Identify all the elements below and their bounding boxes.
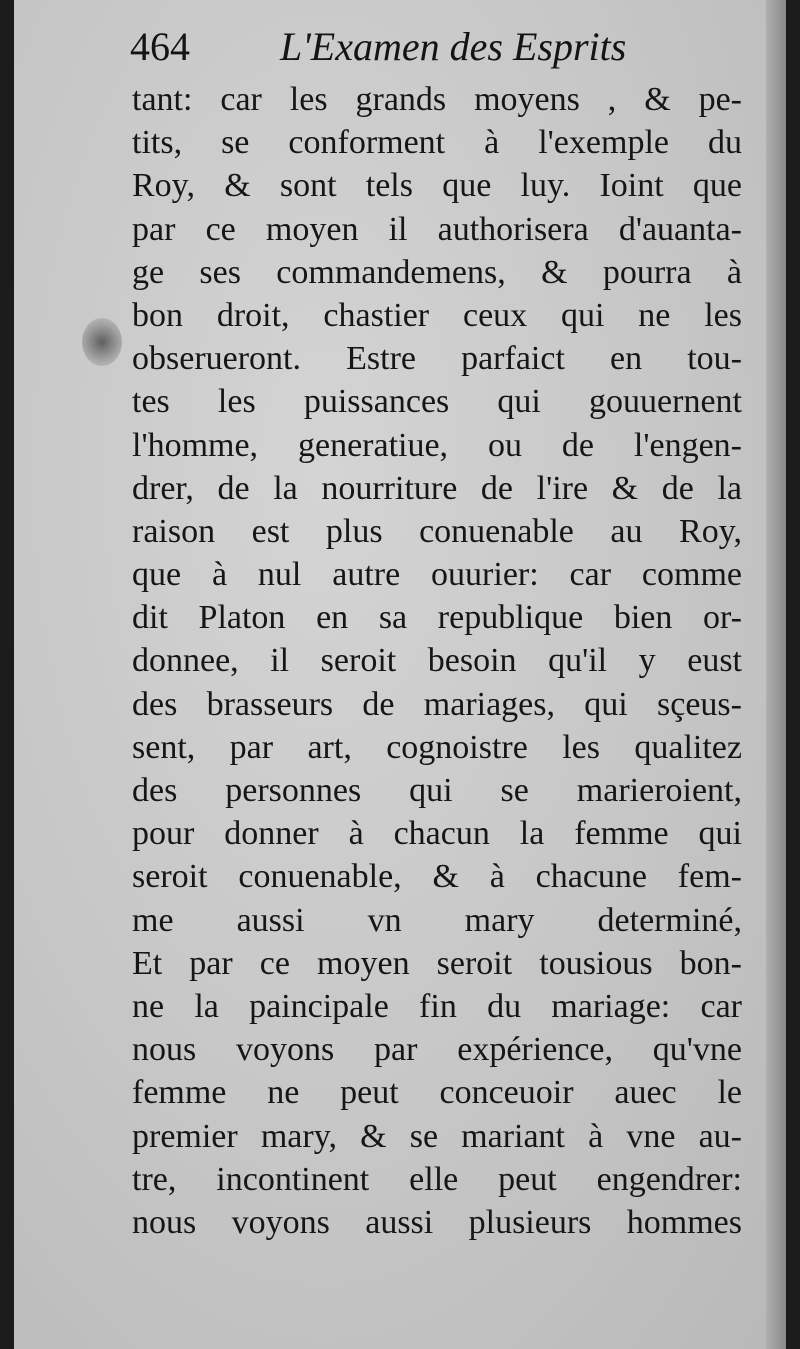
text-line: tant: car les grands moyens , & pe-: [132, 81, 742, 118]
text-line: bon droit, chastier ceux qui ne les: [132, 296, 742, 334]
text-line: sent, par art, cognoistre les qualitez: [132, 728, 742, 766]
text-line: obserueront. Estre parfaict en tou-: [132, 340, 742, 378]
body-text: [132, 78, 742, 1244]
text-line: nous voyons aussi plusieurs hommes: [132, 1203, 742, 1241]
text-line: nous voyons par expérience, qu'vne: [132, 1031, 742, 1069]
text-line: dit Platon en sa republique bien or-: [132, 599, 742, 637]
text-line: ne la paincipale fin du mariage: car: [132, 987, 742, 1025]
text-line: tes les puissances qui gouuernent: [132, 383, 742, 421]
text-line: ge ses commandemens, & pourra à: [132, 253, 742, 291]
text-line: raison est plus conuenable au Roy,: [132, 512, 742, 550]
page-number: 464: [130, 24, 190, 69]
text-line: Et par ce moyen seroit tousious bon-: [132, 944, 742, 982]
book-page: [14, 0, 786, 1349]
text-line: tre, incontinent elle peut engendrer:: [132, 1160, 742, 1198]
text-line: drer, de la nourriture de l'ire & de la: [132, 469, 742, 507]
text-line: que à nul autre ouurier: car comme: [132, 556, 742, 594]
ink-smudge: [82, 318, 122, 366]
text-line: pour donner à chacun la femme qui: [132, 815, 742, 853]
text-line: l'homme, generatiue, ou de l'engen-: [132, 426, 742, 464]
page-edge: [766, 0, 786, 1349]
text-line: femme ne peut conceuoir auec le: [132, 1074, 742, 1112]
text-line: donnee, il seroit besoin qu'il y eust: [132, 642, 742, 680]
text-line: des brasseurs de mariages, qui sçeus-: [132, 685, 742, 723]
text-line: premier mary, & se mariant à vne au-: [132, 1117, 742, 1155]
running-title: L'Examen des Esprits: [280, 24, 627, 69]
text-line: par ce moyen il authorisera d'auanta-: [132, 210, 742, 248]
text-line: tits, se conforment à l'exemple du: [132, 124, 742, 162]
text-line: me aussi vn mary determiné,: [132, 901, 742, 939]
text-line: Roy, & sont tels que luy. Ioint que: [132, 167, 742, 205]
text-line: seroit conuenable, & à chacune fem-: [132, 858, 742, 896]
text-line: des personnes qui se marieroient,: [132, 772, 742, 809]
page-header: [130, 22, 690, 72]
